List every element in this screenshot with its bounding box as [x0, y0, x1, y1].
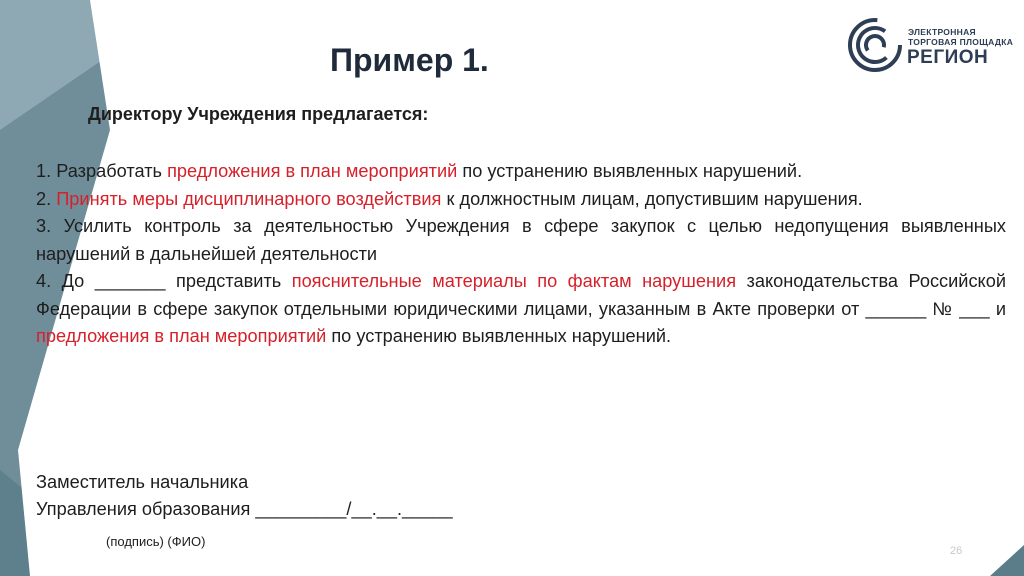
list-item-text: по устранению выявленных нарушений.	[457, 161, 803, 181]
logo-text-brand: РЕГИОН	[907, 47, 989, 68]
list-item-1	[36, 158, 1006, 186]
region-logo-icon	[846, 16, 904, 74]
highlight-text: Принять меры дисциплинарного воздействия	[56, 188, 442, 209]
logo-text-line1: ЭЛЕКТРОННАЯ	[908, 27, 976, 37]
signature-department: Управления образования _________/__.__._____	[36, 499, 453, 519]
logo-text-line2: ТОРГОВАЯ ПЛОЩАДКА	[908, 37, 1014, 47]
list-item-text: 3. Усилить контроль за деятельностью Учреждения в сфере закупок с целью недопущения выявленных нарушений в дальнейшей деятельности	[36, 216, 1006, 264]
list-item-text: к должностным лицам, допустившим нарушения.	[441, 188, 863, 209]
list-item-text: законодательства Российской Федерации в сфере закупок отдельными юридическими лицами, указанным в Акте проверки от ______ № ___ и	[36, 271, 1006, 319]
list-item-text: 1. Разработать	[36, 161, 168, 181]
highlight-text: пояснительные материалы по фактам нарушения	[291, 271, 737, 291]
list-item-text: 4. До _______ представить	[36, 271, 292, 291]
highlight-text: предложения в план мероприятий	[36, 326, 327, 346]
signature-block	[36, 469, 453, 523]
list-item-text: по устранению выявленных нарушений.	[326, 326, 672, 346]
signature-position: Заместитель начальника	[36, 472, 249, 492]
page-number: 26	[950, 545, 963, 557]
instruction-list	[36, 158, 1006, 351]
list-item-text: 2.	[36, 188, 57, 209]
section-heading: Директору Учреждения предлагается:	[88, 104, 429, 124]
list-item-3	[36, 213, 1006, 268]
region-logo	[846, 16, 1016, 74]
signature-caption: (подпись) (ФИО)	[106, 534, 206, 549]
highlight-text: предложения в план мероприятий	[167, 161, 458, 181]
list-item-2	[36, 186, 1006, 214]
slide-title: Пример 1.	[330, 42, 489, 78]
list-item-4	[36, 268, 1006, 351]
